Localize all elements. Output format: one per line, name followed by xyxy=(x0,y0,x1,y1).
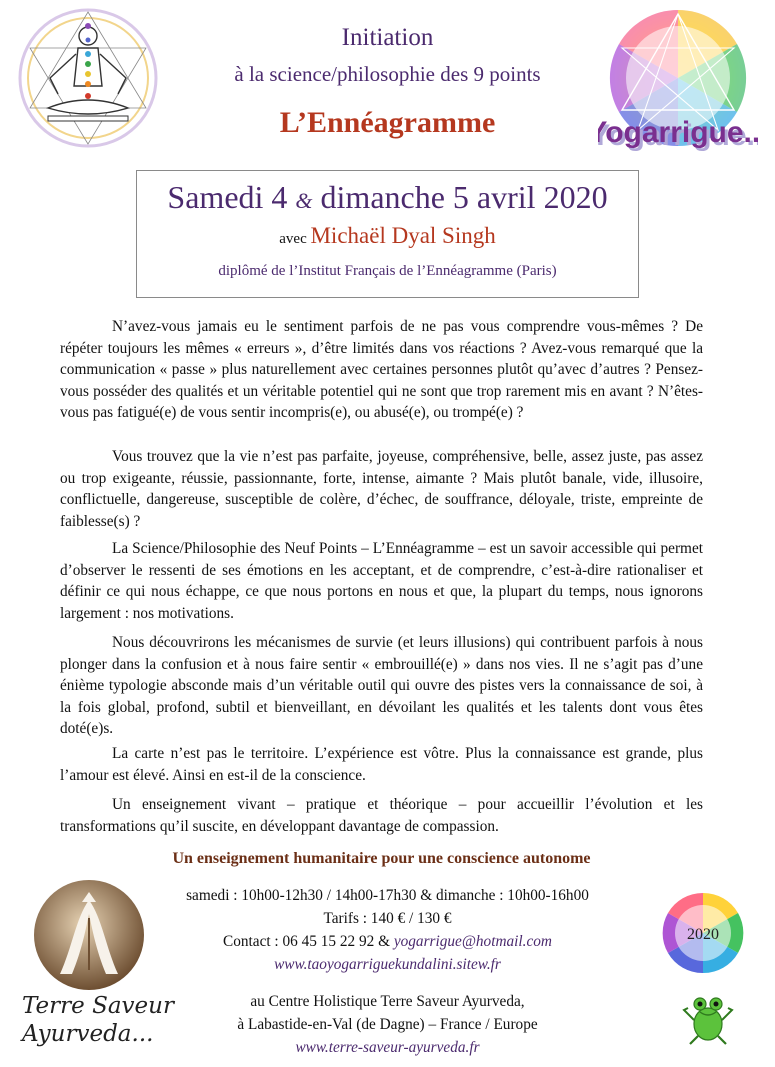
teacher-name: Michaël Dyal Singh xyxy=(310,223,496,248)
main-title: L’Ennéagramme xyxy=(279,106,496,139)
header-title: Initiation xyxy=(341,24,434,51)
enneagram-wheel-logo xyxy=(598,6,758,166)
address-line-2: à Labastide-en-Val (de Dagne) – France / Europe xyxy=(237,1016,538,1033)
body-paragraph-1: N’avez-vous jamais eu le sentiment parfois de ne pas vous comprendre vous-mêmes ? De répéter toujours les mêmes « erreurs », d’être limités dans vos réactions ? Avez-vous remarqué que la communication « passe » plus naturellement avec certaines personnes plutôt qu’avec d’autres ? Pensez-vous posséder des qualités et un véritable potentiel qui ne sont que trop rarement mis en avant ? N’êtes-vous pas fatigué(e) de vous sentir incompris(e), ou abusé(e), ou trompé(e) ? xyxy=(60,318,703,421)
website-link-2[interactable]: www.terre-saveur-ayurveda.fr xyxy=(295,1039,480,1056)
body-paragraph-3: La Science/Philosophie des Neuf Points – L’Ennéagramme – est un savoir accessible qui permet d’observer le ressenti de ses émotions en les acceptant, et de comprendre, c’est-à-dire rationaliser et définir ce qui nous échappe, ce que nous portons en nous et que, la plupart du temps, nous ignorons largement : nos motivations. xyxy=(60,540,703,622)
body-paragraph-5: La carte n’est pas le territoire. L’expérience est vôtre. Plus la connaissance est grande, plus l’amour est élevé. Ainsi en est-il de la conscience. xyxy=(60,745,703,784)
address-line-1: au Centre Holistique Terre Saveur Ayurveda, xyxy=(250,993,525,1010)
year-wheel-badge xyxy=(662,892,744,974)
terre-wordmark-line-1: Terre Saveur xyxy=(22,993,174,1019)
tagline: Un enseignement humanitaire pour une conscience autonome xyxy=(172,850,591,867)
body-paragraph-6: Un enseignement vivant – pratique et théorique – pour accueillir l’évolution et les transformations qu’il suscite, en développant davantage de compassion. xyxy=(60,796,703,835)
teacher-line xyxy=(137,223,638,249)
frog-icon xyxy=(680,990,736,1046)
terre-wordmark-line-2: Ayurveda... xyxy=(22,1021,154,1047)
year-badge-text: 2020 xyxy=(687,926,719,943)
event-date xyxy=(137,179,638,216)
date-ampersand: & xyxy=(295,188,313,213)
address-block xyxy=(150,990,625,1059)
event-date-box xyxy=(136,170,639,298)
teacher-diploma: diplômé de l’Institut Français de l’Ennéagramme (Paris) xyxy=(218,263,557,279)
avec-label: avec xyxy=(279,231,307,247)
date-part-2: dimanche 5 avril 2020 xyxy=(320,179,608,215)
contact-phone: Contact : 06 45 15 22 92 & xyxy=(223,933,391,950)
body-paragraph-4: Nous découvrirons les mécanismes de survie (et leurs illusions) qui contribuent parfois à nous plonger dans la confusion et à nous faire sentir « embrouillé(e) » dans nos vies. Il ne s’agit pas d’une énième typologie absconde mais d’un véritable outil qui ouvre des pistes vers la connaissance de soi, à la fois global, profond, subtil et bienveillant, en dévoilant les qualités et les talents dont vous êtes doté(e)s. xyxy=(60,634,703,737)
date-part-1: Samedi 4 xyxy=(167,179,288,215)
terre-saveur-logo xyxy=(32,878,146,992)
contact-email-link[interactable]: yogarrigue@hotmail.com xyxy=(393,933,552,950)
body-paragraph-2: Vous trouvez que la vie n’est pas parfaite, joyeuse, compréhensive, belle, assez juste, pas assez ou trop exigeante, réussie, passionnante, forte, intense, aimante ? Mais plutôt banale, vide, illusoire, conflictuelle, dangereuse, susceptible de colère, d’échec, de souffrance, déloyale, triste, empreinte de faiblesse(s) ? xyxy=(60,448,703,530)
tarifs: Tarifs : 140 € / 130 € xyxy=(323,910,452,927)
brand-logo-text: ogarrigue. xyxy=(605,116,752,149)
terre-saveur-wordmark xyxy=(22,992,197,1048)
svg-text:Yogarrigue...: Yogarrigue. xyxy=(598,119,755,152)
website-link-1[interactable]: www.taoyogarriguekundalini.sitew.fr xyxy=(274,956,501,973)
header-subtitle: à la science/philosophie des 9 points xyxy=(234,62,541,86)
schedule-block xyxy=(150,884,625,976)
yoga-chakra-illustration xyxy=(18,8,158,148)
schedule-times: samedi : 10h00-12h30 / 14h00-17h30 & dimanche : 10h00-16h00 xyxy=(186,887,589,904)
contact-line xyxy=(150,930,625,953)
